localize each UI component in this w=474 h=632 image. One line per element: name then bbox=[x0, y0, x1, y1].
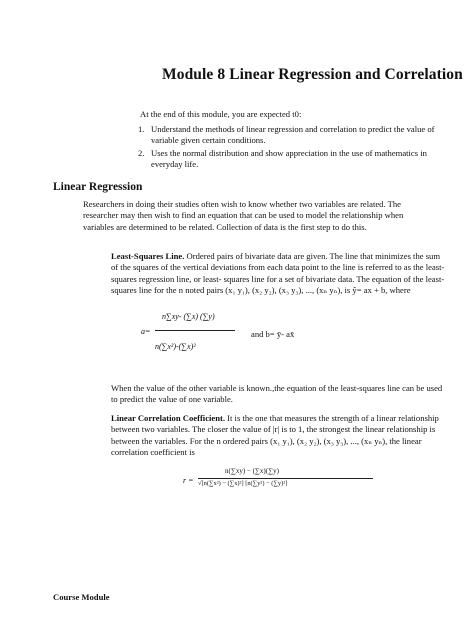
paragraph-intro: Researchers in doing their studies often wish to know whether two variables are related. The researcher may then wish to find an equation that can be used to model the relationship when variables are determined to be related. Collection of data is the first step to do this. bbox=[83, 199, 404, 232]
objectives-list bbox=[138, 124, 438, 172]
page-footer: Course Module bbox=[53, 592, 110, 602]
list-number: 1. bbox=[138, 124, 145, 134]
formula-correlation bbox=[183, 467, 373, 497]
least-squares-text: Ordered pairs of bivariate data are given. The line that minimizes the sum of the squares of the vertical deviations from each data point to the line is referred to as the least-squares regression line, or least- squares line for a set of bivariate data. The equation of the least-squares line for the n noted pairs (x₁ y₁), (x₂ y₂), (x₃ y₃), ..., (xₙ yₙ), is ŷ= ax + b, where bbox=[111, 251, 445, 296]
formula-slope bbox=[141, 312, 236, 357]
section-heading: Linear Regression bbox=[53, 181, 143, 193]
correlation-text: It is the one that measures the strength of a linear relationship between two variables. The closer the value of |r| is to 1, the strongest the linear relationship is between the variables. For the n ordered pairs (x₁ y₁), (x₂ y₂), (x₃ y₃), ..., (xₙ yₙ), the linear correlation coefficient is bbox=[111, 413, 439, 458]
list-text: Understand the methods of linear regression and correlation to predict the value of variable given certain conditions. bbox=[151, 124, 435, 145]
term-least-squares: Least-Squares Line. bbox=[111, 251, 185, 261]
fraction-bar bbox=[155, 330, 235, 331]
formula-denominator: √[n(∑x²) − (∑x)²] [n(∑y²) − (∑y)²] bbox=[198, 480, 288, 487]
page-title: Module 8 Linear Regression and Correlation bbox=[162, 66, 463, 83]
formula-denominator: n(∑x²)-(∑x)² bbox=[155, 342, 196, 351]
list-item bbox=[138, 124, 438, 146]
list-item bbox=[138, 148, 438, 170]
paragraph-least-squares bbox=[111, 251, 445, 297]
formula-numerator: n∑xy- (∑x) (∑y) bbox=[162, 312, 215, 321]
paragraph-prediction: When the value of the other variable is known.,the equation of the least-squares line can be used to predict the value of one variable. bbox=[111, 383, 443, 405]
list-number: 2. bbox=[138, 148, 145, 158]
intro-text: At the end of this module, you are expected t0: bbox=[140, 109, 302, 119]
fraction-bar bbox=[198, 478, 373, 479]
formula-lhs: a= bbox=[141, 327, 151, 336]
formula-intercept: and b= ȳ- ax̄ bbox=[251, 329, 295, 339]
term-correlation: Linear Correlation Coefficient. bbox=[111, 413, 226, 423]
formula-numerator: n(∑xy) − (∑x)(∑y) bbox=[225, 467, 279, 475]
list-text: Uses the normal distribution and show appreciation in the use of mathematics in everyday life. bbox=[151, 148, 427, 169]
paragraph-correlation bbox=[111, 413, 445, 459]
formula-lhs: r = bbox=[183, 476, 194, 485]
